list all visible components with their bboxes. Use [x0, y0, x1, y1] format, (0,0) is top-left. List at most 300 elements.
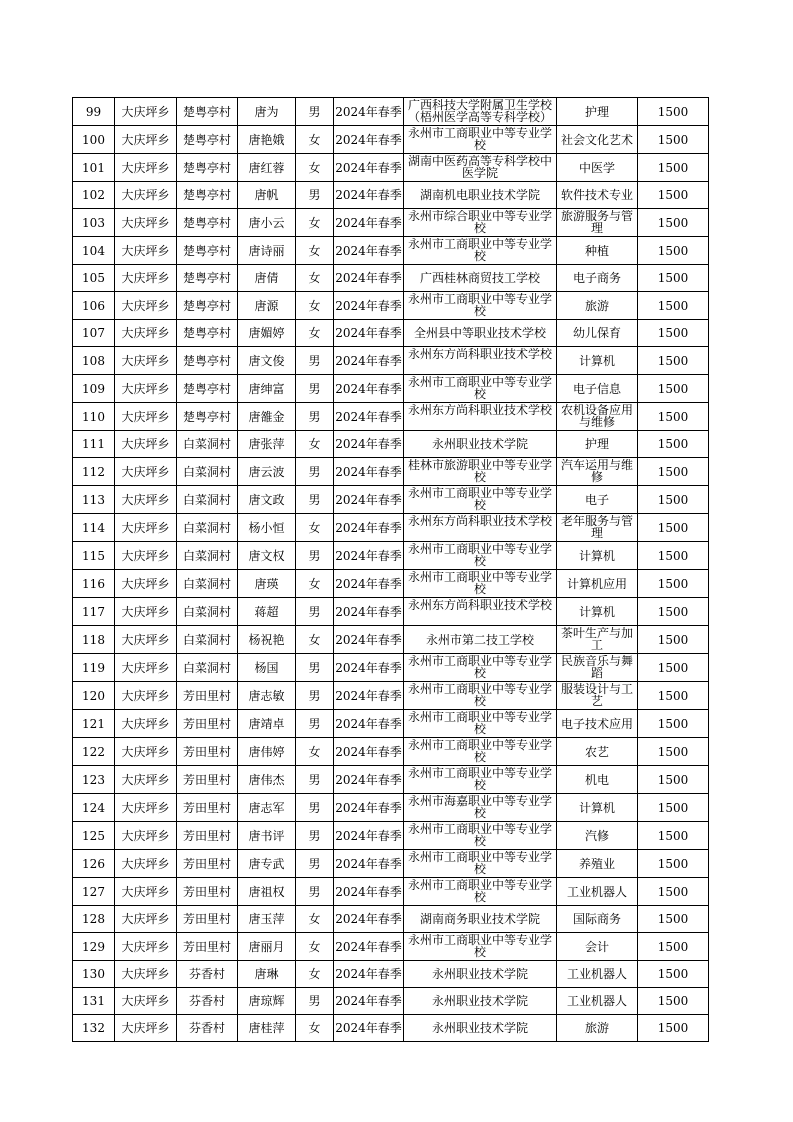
cell-gender: 男 [296, 794, 334, 822]
cell-village: 白菜洞村 [177, 458, 238, 486]
cell-student-name: 唐书评 [238, 822, 296, 850]
cell-amount: 1500 [638, 375, 709, 403]
cell-school [404, 126, 557, 154]
cell-serial-number: 106 [73, 292, 115, 320]
cell-school-text: 永州市工商职业中等专业学校 [407, 711, 552, 735]
cell-term: 2024年春季 [334, 850, 404, 878]
cell-student-name: 杨祝艳 [238, 626, 296, 654]
cell-village: 芳田里村 [177, 794, 238, 822]
cell-student-name: 唐雒金 [238, 403, 296, 431]
cell-serial-number: 129 [73, 933, 115, 961]
cell-term: 2024年春季 [334, 292, 404, 320]
cell-term: 2024年春季 [334, 542, 404, 570]
cell-school-text: 永州市工商职业中等专业学校 [407, 293, 552, 317]
cell-township: 大庆坪乡 [115, 542, 177, 570]
cell-serial-number: 109 [73, 375, 115, 403]
cell-serial-number: 102 [73, 182, 115, 209]
cell-student-name: 唐伟杰 [238, 766, 296, 794]
cell-village: 芳田里村 [177, 766, 238, 794]
cell-township: 大庆坪乡 [115, 850, 177, 878]
cell-student-name: 唐文政 [238, 486, 296, 514]
cell-amount: 1500 [638, 710, 709, 738]
cell-gender: 男 [296, 850, 334, 878]
cell-township: 大庆坪乡 [115, 710, 177, 738]
cell-serial-number: 112 [73, 458, 115, 486]
cell-school: 永州职业技术学院 [404, 1015, 557, 1042]
cell-student-name: 唐瑛 [238, 570, 296, 598]
cell-amount: 1500 [638, 626, 709, 654]
cell-major: 幼儿保育 [557, 320, 638, 347]
cell-major: 汽修 [557, 822, 638, 850]
cell-serial-number: 114 [73, 514, 115, 542]
cell-township: 大庆坪乡 [115, 375, 177, 403]
cell-term: 2024年春季 [334, 514, 404, 542]
cell-gender: 女 [296, 320, 334, 347]
cell-school [404, 766, 557, 794]
cell-school: 永州职业技术学院 [404, 431, 557, 458]
cell-term: 2024年春季 [334, 766, 404, 794]
cell-major-text: 汽车运用与维修 [560, 459, 633, 483]
cell-township: 大庆坪乡 [115, 182, 177, 209]
cell-township: 大庆坪乡 [115, 766, 177, 794]
cell-gender: 男 [296, 766, 334, 794]
cell-term: 2024年春季 [334, 682, 404, 710]
table-row [73, 654, 709, 682]
cell-gender: 女 [296, 626, 334, 654]
table-row [73, 626, 709, 654]
cell-amount: 1500 [638, 320, 709, 347]
cell-township: 大庆坪乡 [115, 458, 177, 486]
table-row [73, 98, 709, 126]
cell-serial-number: 121 [73, 710, 115, 738]
cell-school-text: 永州市工商职业中等专业学校 [407, 127, 552, 151]
cell-township: 大庆坪乡 [115, 1015, 177, 1042]
cell-gender: 女 [296, 154, 334, 182]
cell-village: 芳田里村 [177, 738, 238, 766]
cell-term: 2024年春季 [334, 738, 404, 766]
cell-school [404, 570, 557, 598]
cell-gender: 男 [296, 988, 334, 1015]
cell-term: 2024年春季 [334, 154, 404, 182]
cell-term: 2024年春季 [334, 126, 404, 154]
cell-gender: 男 [296, 822, 334, 850]
cell-gender: 女 [296, 237, 334, 265]
cell-serial-number: 131 [73, 988, 115, 1015]
cell-school [404, 878, 557, 906]
cell-township: 大庆坪乡 [115, 486, 177, 514]
cell-school [404, 738, 557, 766]
cell-school [404, 933, 557, 961]
cell-school-text: 永州市工商职业中等专业学校 [407, 934, 552, 958]
cell-township: 大庆坪乡 [115, 237, 177, 265]
cell-school-text: 湖南中医药高等专科学校中医学院 [407, 155, 552, 179]
cell-term: 2024年春季 [334, 209, 404, 237]
cell-school-text: 永州市工商职业中等专业学校 [407, 767, 552, 791]
table-row [73, 265, 709, 292]
cell-term: 2024年春季 [334, 237, 404, 265]
subsidy-roster-table [72, 97, 709, 1042]
table-row [73, 237, 709, 265]
cell-gender: 男 [296, 182, 334, 209]
table-row [73, 209, 709, 237]
cell-student-name: 唐红蓉 [238, 154, 296, 182]
cell-student-name: 唐伟婷 [238, 738, 296, 766]
cell-serial-number: 125 [73, 822, 115, 850]
cell-village: 楚粤亭村 [177, 320, 238, 347]
cell-amount: 1500 [638, 961, 709, 988]
table-row [73, 850, 709, 878]
cell-township: 大庆坪乡 [115, 822, 177, 850]
cell-gender: 女 [296, 738, 334, 766]
cell-major: 机电 [557, 766, 638, 794]
cell-serial-number: 132 [73, 1015, 115, 1042]
cell-village: 楚粤亭村 [177, 154, 238, 182]
cell-serial-number: 104 [73, 237, 115, 265]
cell-major: 电子 [557, 486, 638, 514]
cell-amount: 1500 [638, 292, 709, 320]
cell-village: 楚粤亭村 [177, 347, 238, 375]
cell-serial-number: 116 [73, 570, 115, 598]
cell-serial-number: 119 [73, 654, 115, 682]
cell-school-text: 永州市海嘉职业中等专业学校 [407, 795, 552, 819]
table-row [73, 514, 709, 542]
table-row [73, 542, 709, 570]
cell-term: 2024年春季 [334, 626, 404, 654]
cell-term: 2024年春季 [334, 794, 404, 822]
table-row [73, 182, 709, 209]
cell-student-name: 唐玉萍 [238, 906, 296, 933]
cell-serial-number: 100 [73, 126, 115, 154]
cell-term: 2024年春季 [334, 933, 404, 961]
cell-student-name: 唐诗丽 [238, 237, 296, 265]
cell-term: 2024年春季 [334, 458, 404, 486]
cell-township: 大庆坪乡 [115, 154, 177, 182]
cell-major-text: 民族音乐与舞蹈 [560, 655, 633, 679]
cell-gender: 男 [296, 403, 334, 431]
cell-gender: 男 [296, 598, 334, 626]
cell-term: 2024年春季 [334, 182, 404, 209]
cell-village: 白菜洞村 [177, 570, 238, 598]
cell-major [557, 514, 638, 542]
cell-term: 2024年春季 [334, 570, 404, 598]
cell-school [404, 209, 557, 237]
cell-village: 楚粤亭村 [177, 375, 238, 403]
cell-amount: 1500 [638, 237, 709, 265]
cell-village: 白菜洞村 [177, 486, 238, 514]
cell-amount: 1500 [638, 542, 709, 570]
cell-school-text: 永州市工商职业中等专业学校 [407, 683, 552, 707]
cell-village: 楚粤亭村 [177, 98, 238, 126]
cell-serial-number: 117 [73, 598, 115, 626]
cell-major: 电子信息 [557, 375, 638, 403]
cell-term: 2024年春季 [334, 961, 404, 988]
cell-township: 大庆坪乡 [115, 431, 177, 458]
table-row [73, 682, 709, 710]
cell-student-name: 唐文俊 [238, 347, 296, 375]
cell-student-name: 唐琳 [238, 961, 296, 988]
cell-major: 护理 [557, 98, 638, 126]
cell-serial-number: 124 [73, 794, 115, 822]
cell-amount: 1500 [638, 126, 709, 154]
cell-amount: 1500 [638, 431, 709, 458]
cell-amount: 1500 [638, 850, 709, 878]
cell-school [404, 682, 557, 710]
cell-serial-number: 103 [73, 209, 115, 237]
cell-student-name: 蒋超 [238, 598, 296, 626]
cell-major: 护理 [557, 431, 638, 458]
cell-student-name: 唐桂萍 [238, 1015, 296, 1042]
cell-serial-number: 113 [73, 486, 115, 514]
cell-term: 2024年春季 [334, 822, 404, 850]
cell-amount: 1500 [638, 878, 709, 906]
cell-village: 芳田里村 [177, 682, 238, 710]
cell-township: 大庆坪乡 [115, 654, 177, 682]
cell-major-text: 茶叶生产与加工 [560, 627, 633, 651]
table-row [73, 988, 709, 1015]
cell-major: 计算机 [557, 347, 638, 375]
cell-major: 计算机应用 [557, 570, 638, 598]
cell-student-name: 唐为 [238, 98, 296, 126]
cell-township: 大庆坪乡 [115, 906, 177, 933]
cell-major-text: 老年服务与管理 [560, 515, 633, 539]
cell-serial-number: 111 [73, 431, 115, 458]
cell-township: 大庆坪乡 [115, 988, 177, 1015]
cell-major: 电子技术应用 [557, 710, 638, 738]
cell-village: 楚粤亭村 [177, 237, 238, 265]
table-row [73, 154, 709, 182]
cell-school [404, 347, 557, 375]
cell-village: 楚粤亭村 [177, 209, 238, 237]
cell-student-name: 唐靖卓 [238, 710, 296, 738]
cell-village: 芬香村 [177, 1015, 238, 1042]
cell-amount: 1500 [638, 209, 709, 237]
cell-village: 楚粤亭村 [177, 265, 238, 292]
cell-amount: 1500 [638, 1015, 709, 1042]
cell-amount: 1500 [638, 182, 709, 209]
cell-gender: 男 [296, 654, 334, 682]
cell-school [404, 458, 557, 486]
cell-major: 工业机器人 [557, 878, 638, 906]
cell-village: 芳田里村 [177, 933, 238, 961]
cell-township: 大庆坪乡 [115, 320, 177, 347]
cell-school: 广西桂林商贸技工学校 [404, 265, 557, 292]
cell-major: 计算机 [557, 598, 638, 626]
cell-term: 2024年春季 [334, 431, 404, 458]
cell-school-text: 永州东方尚科职业技术学校 [407, 404, 552, 416]
cell-township: 大庆坪乡 [115, 514, 177, 542]
cell-student-name: 唐绅富 [238, 375, 296, 403]
cell-village: 芳田里村 [177, 822, 238, 850]
cell-school [404, 98, 557, 126]
cell-township: 大庆坪乡 [115, 209, 177, 237]
cell-village: 芳田里村 [177, 710, 238, 738]
cell-major: 计算机 [557, 542, 638, 570]
cell-township: 大庆坪乡 [115, 598, 177, 626]
cell-gender: 男 [296, 98, 334, 126]
cell-amount: 1500 [638, 458, 709, 486]
cell-major: 会计 [557, 933, 638, 961]
cell-gender: 男 [296, 458, 334, 486]
cell-serial-number: 107 [73, 320, 115, 347]
cell-serial-number: 122 [73, 738, 115, 766]
cell-school [404, 598, 557, 626]
cell-school: 湖南机电职业技术学院 [404, 182, 557, 209]
cell-gender: 男 [296, 710, 334, 738]
cell-village: 楚粤亭村 [177, 292, 238, 320]
cell-township: 大庆坪乡 [115, 265, 177, 292]
cell-school [404, 403, 557, 431]
cell-amount: 1500 [638, 933, 709, 961]
cell-major: 电子商务 [557, 265, 638, 292]
cell-major: 工业机器人 [557, 988, 638, 1015]
cell-student-name: 杨国 [238, 654, 296, 682]
cell-term: 2024年春季 [334, 906, 404, 933]
cell-school-text: 永州市工商职业中等专业学校 [407, 879, 552, 903]
cell-gender: 女 [296, 961, 334, 988]
table-row [73, 403, 709, 431]
table-row [73, 710, 709, 738]
cell-school-text: 永州市工商职业中等专业学校 [407, 376, 552, 400]
cell-school [404, 794, 557, 822]
table-row [73, 794, 709, 822]
cell-school-text: 桂林市旅游职业中等专业学校 [407, 459, 552, 483]
table-row [73, 126, 709, 154]
cell-serial-number: 120 [73, 682, 115, 710]
cell-village: 白菜洞村 [177, 654, 238, 682]
cell-major: 旅游 [557, 292, 638, 320]
cell-gender: 女 [296, 126, 334, 154]
cell-serial-number: 115 [73, 542, 115, 570]
cell-serial-number: 108 [73, 347, 115, 375]
table-row [73, 822, 709, 850]
cell-student-name: 唐云波 [238, 458, 296, 486]
cell-term: 2024年春季 [334, 265, 404, 292]
cell-student-name: 唐源 [238, 292, 296, 320]
table-row [73, 961, 709, 988]
cell-township: 大庆坪乡 [115, 961, 177, 988]
cell-serial-number: 101 [73, 154, 115, 182]
cell-serial-number: 110 [73, 403, 115, 431]
cell-student-name: 唐帆 [238, 182, 296, 209]
cell-major: 社会文化艺术 [557, 126, 638, 154]
cell-amount: 1500 [638, 265, 709, 292]
cell-school [404, 710, 557, 738]
cell-gender: 女 [296, 1015, 334, 1042]
cell-serial-number: 99 [73, 98, 115, 126]
cell-serial-number: 128 [73, 906, 115, 933]
table-row [73, 570, 709, 598]
cell-student-name: 唐志军 [238, 794, 296, 822]
cell-term: 2024年春季 [334, 988, 404, 1015]
cell-school [404, 237, 557, 265]
table-row [73, 458, 709, 486]
table-row [73, 766, 709, 794]
cell-major: 计算机 [557, 794, 638, 822]
cell-serial-number: 126 [73, 850, 115, 878]
cell-village: 白菜洞村 [177, 514, 238, 542]
cell-major: 国际商务 [557, 906, 638, 933]
cell-village: 白菜洞村 [177, 626, 238, 654]
cell-township: 大庆坪乡 [115, 682, 177, 710]
cell-term: 2024年春季 [334, 403, 404, 431]
cell-village: 白菜洞村 [177, 598, 238, 626]
cell-township: 大庆坪乡 [115, 292, 177, 320]
cell-term: 2024年春季 [334, 710, 404, 738]
cell-township: 大庆坪乡 [115, 570, 177, 598]
cell-major [557, 209, 638, 237]
table-row [73, 906, 709, 933]
cell-amount: 1500 [638, 794, 709, 822]
cell-gender: 男 [296, 542, 334, 570]
cell-serial-number: 127 [73, 878, 115, 906]
cell-student-name: 唐小云 [238, 209, 296, 237]
cell-amount: 1500 [638, 682, 709, 710]
cell-school-text: 永州市工商职业中等专业学校 [407, 487, 552, 511]
cell-student-name: 杨小恒 [238, 514, 296, 542]
cell-major-text: 旅游服务与管理 [560, 210, 633, 234]
cell-student-name: 唐专武 [238, 850, 296, 878]
cell-term: 2024年春季 [334, 486, 404, 514]
cell-serial-number: 130 [73, 961, 115, 988]
table-row [73, 375, 709, 403]
table-row [73, 486, 709, 514]
cell-term: 2024年春季 [334, 598, 404, 626]
cell-gender: 男 [296, 878, 334, 906]
cell-school [404, 654, 557, 682]
cell-school-text: 永州市工商职业中等专业学校 [407, 823, 552, 847]
cell-student-name: 唐志敏 [238, 682, 296, 710]
cell-student-name: 唐张萍 [238, 431, 296, 458]
cell-school [404, 514, 557, 542]
cell-major [557, 654, 638, 682]
cell-amount: 1500 [638, 570, 709, 598]
cell-village: 楚粤亭村 [177, 126, 238, 154]
cell-school [404, 850, 557, 878]
table-row [73, 431, 709, 458]
cell-township: 大庆坪乡 [115, 794, 177, 822]
cell-major: 旅游 [557, 1015, 638, 1042]
cell-school-text: 永州东方尚科职业技术学校 [407, 348, 552, 360]
cell-school [404, 822, 557, 850]
table-row [73, 738, 709, 766]
cell-village: 楚粤亭村 [177, 182, 238, 209]
cell-gender: 女 [296, 292, 334, 320]
cell-serial-number: 123 [73, 766, 115, 794]
cell-amount: 1500 [638, 988, 709, 1015]
table-row [73, 598, 709, 626]
cell-gender: 男 [296, 375, 334, 403]
cell-gender: 女 [296, 570, 334, 598]
cell-major [557, 682, 638, 710]
cell-school-text: 永州市工商职业中等专业学校 [407, 655, 552, 679]
cell-amount: 1500 [638, 347, 709, 375]
cell-village: 白菜洞村 [177, 542, 238, 570]
cell-amount: 1500 [638, 154, 709, 182]
cell-gender: 女 [296, 514, 334, 542]
cell-township: 大庆坪乡 [115, 98, 177, 126]
cell-village: 芬香村 [177, 961, 238, 988]
cell-major: 中医学 [557, 154, 638, 182]
cell-major: 农艺 [557, 738, 638, 766]
cell-gender: 女 [296, 906, 334, 933]
cell-school-text: 永州市工商职业中等专业学校 [407, 851, 552, 875]
cell-major-text: 农机设备应用与维修 [560, 404, 633, 428]
cell-school-text: 永州东方尚科职业技术学校 [407, 599, 552, 611]
cell-term: 2024年春季 [334, 375, 404, 403]
cell-student-name: 唐琼辉 [238, 988, 296, 1015]
cell-school [404, 375, 557, 403]
cell-amount: 1500 [638, 822, 709, 850]
